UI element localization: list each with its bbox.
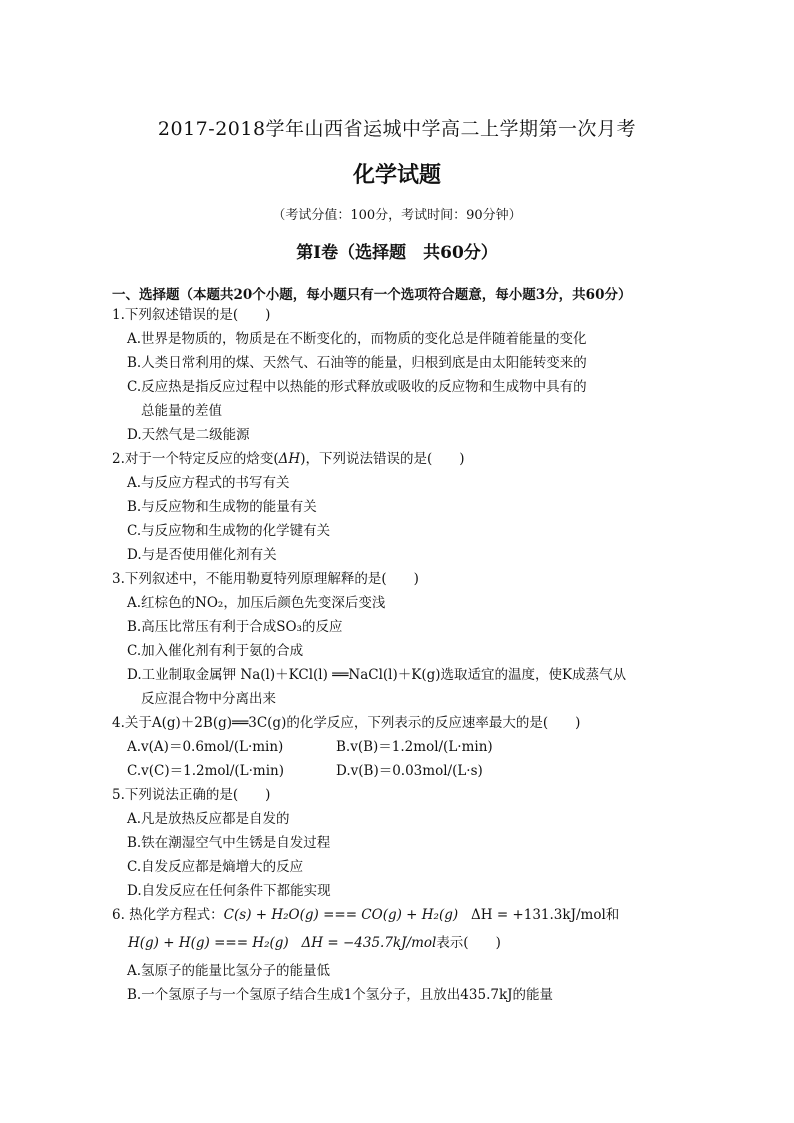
exam-subject: 化学试题 [352, 162, 441, 188]
option: B.一个氢原子与一个氢原子结合生成1个氢分子，且放出435.7kJ的能量 [127, 987, 554, 1003]
exam-title: 2017-2018学年山西省运城中学高二上学期第一次月考 [157, 118, 637, 140]
question-stem: 1.下列叙述错误的是( ) [112, 307, 271, 323]
thermochemical-equation: C(s) + H₂O(g) === CO(g) + H₂(g) [223, 907, 459, 923]
question-stem-continuation [128, 934, 501, 952]
option: A.红棕色的NO₂，加压后颜色先变深后变浅 [127, 595, 386, 611]
option: C.与反应物和生成物的化学键有关 [127, 523, 331, 539]
option: C.反应热是指反应过程中以热能的形式释放或吸收的反应物和生成物中具有的 [127, 379, 587, 395]
section-heading: 一、选择题（本题共20个小题，每小题只有一个选项符合题意，每小题3分，共60分） [112, 287, 632, 303]
option: D.天然气是二级能源 [127, 427, 250, 443]
option: A.氢原子的能量比氢分子的能量低 [127, 963, 331, 979]
option: D.与是否使用催化剂有关 [127, 547, 277, 563]
enthalpy-value: ΔH = −435.7kJ/mol [301, 935, 437, 951]
option-continuation: 总能量的差值 [141, 403, 222, 419]
stem-text: 2.对于一个特定反应的焓变( [112, 451, 279, 467]
stem-text: 和 [605, 907, 620, 923]
stem-text: 表示( ) [436, 935, 501, 951]
enthalpy-symbol: ΔH [278, 451, 301, 467]
question-stem [112, 906, 619, 924]
option: A.世界是物质的，物质是在不断变化的，而物质的变化总是伴随着能量的变化 [127, 331, 587, 347]
option: B.人类日常利用的煤、天然气、石油等的能量，归根到底是由太阳能转变来的 [127, 355, 587, 371]
option: B.铁在潮湿空气中生锈是自发过程 [127, 835, 331, 851]
option: C.自发反应都是熵增大的反应 [127, 859, 304, 875]
option: D.自发反应在任何条件下都能实现 [127, 883, 331, 899]
exam-info: （考试分值：100分，考试时间：90分钟） [272, 208, 522, 223]
question-stem: 4.关于A(g)＋2B(g)══3C(g)的化学反应，下列表示的反应速率最大的是( ) [112, 715, 581, 731]
option: C.加入催化剂有利于氨的合成 [127, 643, 304, 659]
enthalpy-value: ΔH = +131.3kJ/mol [471, 907, 606, 923]
stem-text: 6. 热化学方程式： [112, 907, 224, 923]
option: D.v(B)＝0.03mol/(L·s) [336, 763, 483, 779]
option-continuation: 反应混合物中分离出来 [141, 691, 276, 707]
part-heading: 第Ⅰ卷（选择题 共60分） [296, 243, 498, 263]
option: B.与反应物和生成物的能量有关 [127, 499, 317, 515]
option: A.与反应方程式的书写有关 [127, 475, 290, 491]
stem-text: )，下列说法错误的是( ) [300, 451, 465, 467]
question-stem: 5.下列说法正确的是( ) [112, 787, 271, 803]
option: D.工业制取金属钾 Na(l)＋KCl(l) ══NaCl(l)＋K(g)选取适宜的温度，使K成蒸气从 [127, 667, 627, 683]
thermochemical-equation: H(g) + H(g) === H₂(g) [128, 935, 289, 951]
option: A.v(A)＝0.6mol/(L·min) [127, 739, 284, 755]
option: C.v(C)＝1.2mol/(L·min) [127, 763, 284, 779]
question-stem: 3.下列叙述中，不能用勒夏特列原理解释的是( ) [112, 571, 419, 587]
question-stem [112, 450, 465, 468]
option: B.v(B)＝1.2mol/(L·min) [336, 739, 493, 755]
option: A.凡是放热反应都是自发的 [127, 811, 290, 827]
option: B.高压比常压有利于合成SO₃的反应 [127, 619, 343, 635]
